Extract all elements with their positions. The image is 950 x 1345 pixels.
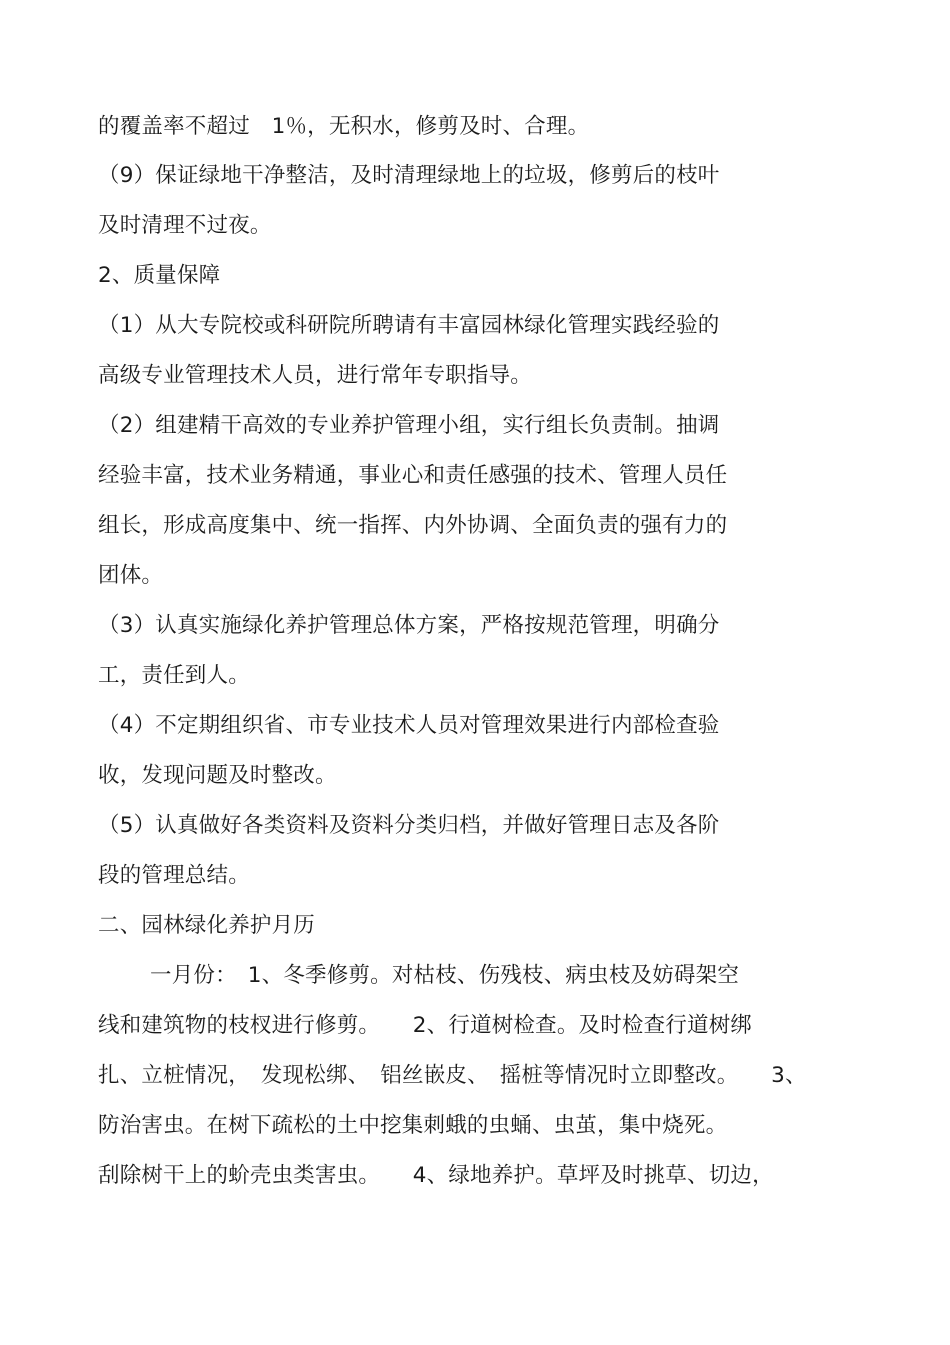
- text-line: 及时清理不过夜。: [98, 213, 272, 238]
- text-line: 组长，形成高度集中、统一指挥、内外协调、全面负责的强有力的: [98, 513, 728, 538]
- text-line: （9）保证绿地干净整洁，及时清理绿地上的垃圾，修剪后的枝叶: [98, 163, 720, 188]
- text-line: 工，责任到人。: [98, 663, 250, 688]
- section-heading: 二、园林绿化养护月历: [98, 913, 316, 938]
- text-line: 经验丰富，技术业务精通，事业心和责任感强的技术、管理人员任: [98, 463, 728, 488]
- text-line: 团体。: [98, 563, 164, 588]
- text-line: （3）认真实施绿化养护管理总体方案，严格按规范管理，明确分: [98, 613, 720, 638]
- text-line: 扎、立桩情况， 发现松绑、 铝丝嵌皮、 摇桩等情况时立即整改。 3、: [98, 1063, 807, 1088]
- text-line: 一月份： 1、冬季修剪。对枯枝、伤残枝、病虫枝及妨碍架空: [150, 963, 740, 988]
- text-line: 的覆盖率不超过 1％，无积水，修剪及时、合理。: [98, 114, 590, 139]
- text-line: 收，发现问题及时整改。: [98, 763, 337, 788]
- text-line: （2）组建精干高效的专业养护管理小组，实行组长负责制。抽调: [98, 413, 720, 438]
- text-line: （4）不定期组织省、市专业技术人员对管理效果进行内部检查验: [98, 713, 720, 738]
- section-heading: 2、质量保障: [98, 263, 221, 288]
- text-line: （5）认真做好各类资料及资料分类归档，并做好管理日志及各阶: [98, 813, 720, 838]
- text-line: 高级专业管理技术人员，进行常年专职指导。: [98, 363, 533, 388]
- text-line: 段的管理总结。: [98, 863, 250, 888]
- text-line: （1）从大专院校或科研院所聘请有丰富园林绿化管理实践经验的: [98, 313, 720, 338]
- text-line: 线和建筑物的枝杈进行修剪。 2、行道树检查。及时检查行道树绑: [98, 1013, 753, 1038]
- text-line: 刮除树干上的蚧壳虫类害虫。 4、绿地养护。草坪及时挑草、切边，: [98, 1163, 774, 1188]
- text-line: 防治害虫。在树下疏松的土中挖集刺蛾的虫蛹、虫茧，集中烧死。: [98, 1113, 728, 1138]
